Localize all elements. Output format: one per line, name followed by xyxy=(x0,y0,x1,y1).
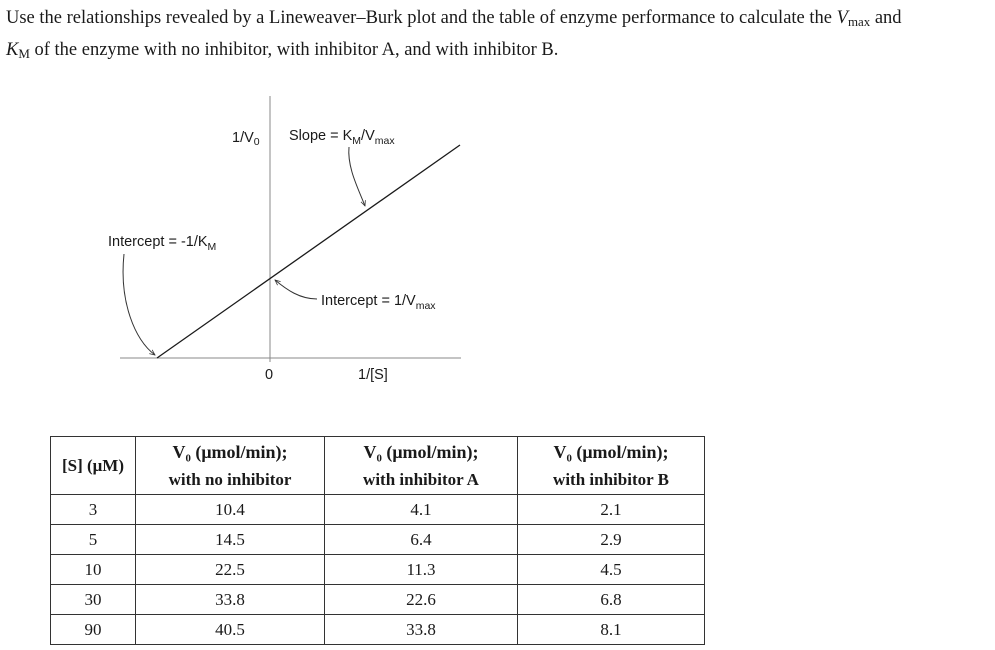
header-inhibitor-a: V₀ (μmol/min); with inhibitor A xyxy=(325,437,518,495)
cell-no-inhibitor: 33.8 xyxy=(136,585,325,615)
cell-inhibitor-a: 22.6 xyxy=(325,585,518,615)
km-symbol: K xyxy=(6,40,19,60)
question-part-1: Use the relationships revealed by a Lineweaver–Burk plot and the table of enzyme performance to calculate the xyxy=(6,8,837,28)
question-part-2: and xyxy=(870,8,902,28)
x-axis-label: 1/[S] xyxy=(358,367,388,383)
header-no-inhibitor: V₀ (μmol/min); with no inhibitor xyxy=(136,437,325,495)
vmax-subscript: max xyxy=(847,14,871,29)
lineweaver-burk-diagram xyxy=(95,90,475,390)
question-text xyxy=(6,4,991,68)
cell-inhibitor-b: 8.1 xyxy=(518,615,705,645)
cell-no-inhibitor: 14.5 xyxy=(136,525,325,555)
question-part-3: of the enzyme with no inhibitor, with inhibitor A, and with inhibitor B. xyxy=(29,40,559,60)
cell-inhibitor-b: 2.1 xyxy=(518,495,705,525)
enzyme-data-table xyxy=(50,436,705,645)
table-row xyxy=(51,615,705,645)
cell-inhibitor-a: 11.3 xyxy=(325,555,518,585)
header-substrate: [S] (μM) xyxy=(51,437,136,495)
y-axis-label: $1/V_0$ xyxy=(232,130,260,148)
table-row xyxy=(51,555,705,585)
table-row xyxy=(51,525,705,555)
slope-arrow xyxy=(349,147,365,206)
x-intercept-label: Intercept = $-1/K_M$ xyxy=(108,234,217,253)
y-intercept-arrow xyxy=(275,280,317,299)
cell-inhibitor-a: 6.4 xyxy=(325,525,518,555)
slope-label: Slope = $K_M/V_{max}$ xyxy=(289,128,395,147)
cell-substrate: 5 xyxy=(51,525,136,555)
cell-inhibitor-b: 4.5 xyxy=(518,555,705,585)
x-intercept-arrow xyxy=(123,254,155,355)
y-intercept-label: Intercept = $1/V_{max}$ xyxy=(321,293,436,312)
km-subscript: M xyxy=(18,46,30,61)
cell-substrate: 10 xyxy=(51,555,136,585)
cell-no-inhibitor: 22.5 xyxy=(136,555,325,585)
cell-no-inhibitor: 40.5 xyxy=(136,615,325,645)
cell-inhibitor-a: 4.1 xyxy=(325,495,518,525)
vmax-symbol: V xyxy=(836,8,848,28)
table-row xyxy=(51,585,705,615)
cell-substrate: 30 xyxy=(51,585,136,615)
cell-substrate: 90 xyxy=(51,615,136,645)
cell-inhibitor-b: 2.9 xyxy=(518,525,705,555)
table-row xyxy=(51,495,705,525)
cell-substrate: 3 xyxy=(51,495,136,525)
cell-inhibitor-b: 6.8 xyxy=(518,585,705,615)
origin-label: 0 xyxy=(265,367,274,383)
table-header-row xyxy=(51,437,705,495)
plot-line xyxy=(157,145,460,358)
header-inhibitor-b: V₀ (μmol/min); with inhibitor B xyxy=(518,437,705,495)
cell-no-inhibitor: 10.4 xyxy=(136,495,325,525)
cell-inhibitor-a: 33.8 xyxy=(325,615,518,645)
